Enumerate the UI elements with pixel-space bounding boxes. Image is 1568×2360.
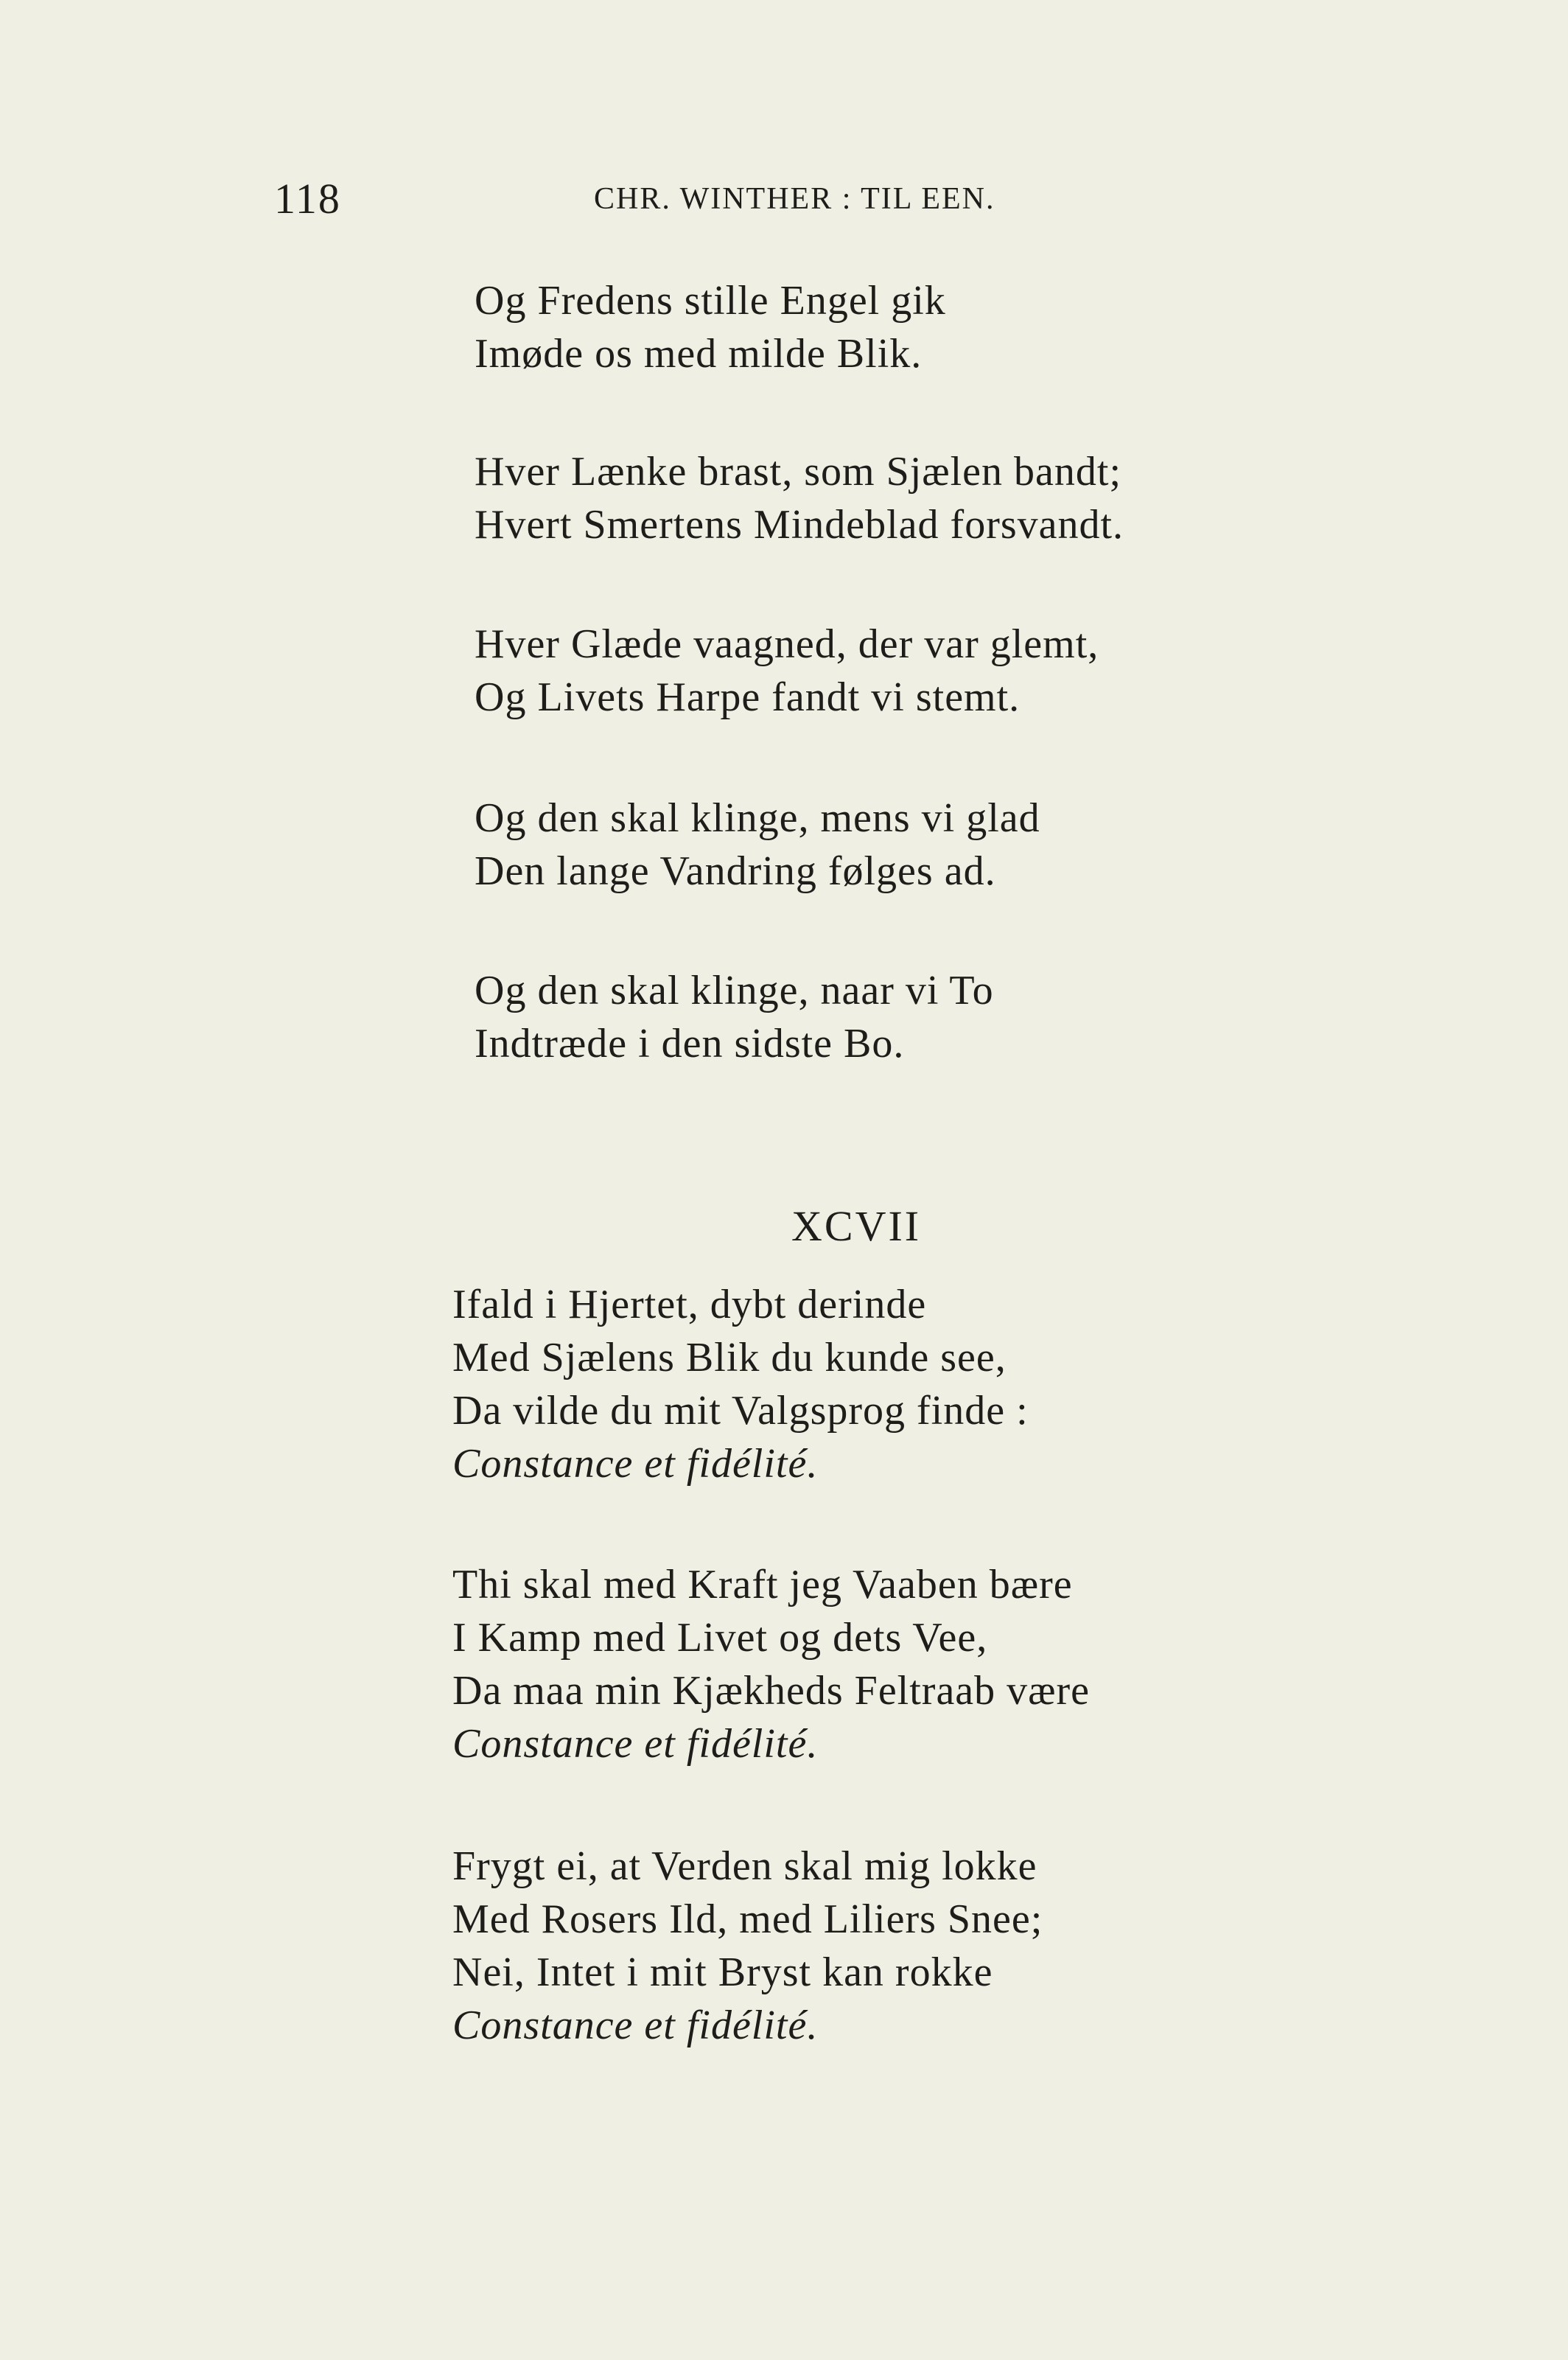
verse-line: Nei, Intet i mit Bryst kan rokke xyxy=(452,1949,993,1995)
running-head xyxy=(0,174,1568,226)
refrain-line: Constance et fidélité. xyxy=(452,1721,819,1767)
verse-line: Med Sjælens Blik du kunde see, xyxy=(452,1335,1007,1380)
verse-line: Med Rosers Ild, med Liliers Snee; xyxy=(452,1896,1043,1942)
verse-line: Imøde os med milde Blik. xyxy=(475,331,923,377)
stanza xyxy=(475,445,1124,551)
verse-line: Og Livets Harpe fandt vi stemt. xyxy=(475,674,1021,720)
page-number: 118 xyxy=(274,175,341,223)
stanza xyxy=(475,792,1040,898)
verse-line: Hvert Smertens Mindeblad forsvandt. xyxy=(475,502,1124,548)
stanza xyxy=(475,274,946,380)
refrain-line: Constance et fidélité. xyxy=(452,1441,819,1487)
verse-line: Hver Glæde vaagned, der var glemt, xyxy=(475,621,1099,667)
stanza xyxy=(452,1558,1090,1770)
verse-line: Og den skal klinge, naar vi To xyxy=(475,968,994,1013)
verse-line: Den lange Vandring følges ad. xyxy=(475,848,996,894)
stanza xyxy=(452,1278,1029,1490)
verse-line: Hver Lænke brast, som Sjælen bandt; xyxy=(475,449,1122,495)
section-heading: XCVII xyxy=(791,1202,922,1250)
stanza xyxy=(475,618,1099,724)
refrain-line: Constance et fidélité. xyxy=(452,2003,819,2048)
verse-line: I Kamp med Livet og dets Vee, xyxy=(452,1615,988,1661)
verse-line: Thi skal med Kraft jeg Vaaben bære xyxy=(452,1562,1073,1607)
stanza xyxy=(452,1840,1043,2052)
verse-line: Indtræde i den sidste Bo. xyxy=(475,1021,905,1066)
verse-line: Frygt ei, at Verden skal mig lokke xyxy=(452,1843,1037,1889)
stanza xyxy=(475,964,994,1070)
verse-line: Da maa min Kjækheds Feltraab være xyxy=(452,1668,1091,1714)
running-title: CHR. WINTHER : TIL EEN. xyxy=(594,182,995,216)
verse-line: Og Fredens stille Engel gik xyxy=(475,278,946,324)
verse-line: Da vilde du mit Valgsprog finde : xyxy=(452,1388,1029,1434)
verse-line: Og den skal klinge, mens vi glad xyxy=(475,795,1040,841)
verse-line: Ifald i Hjertet, dybt derinde xyxy=(452,1282,927,1327)
